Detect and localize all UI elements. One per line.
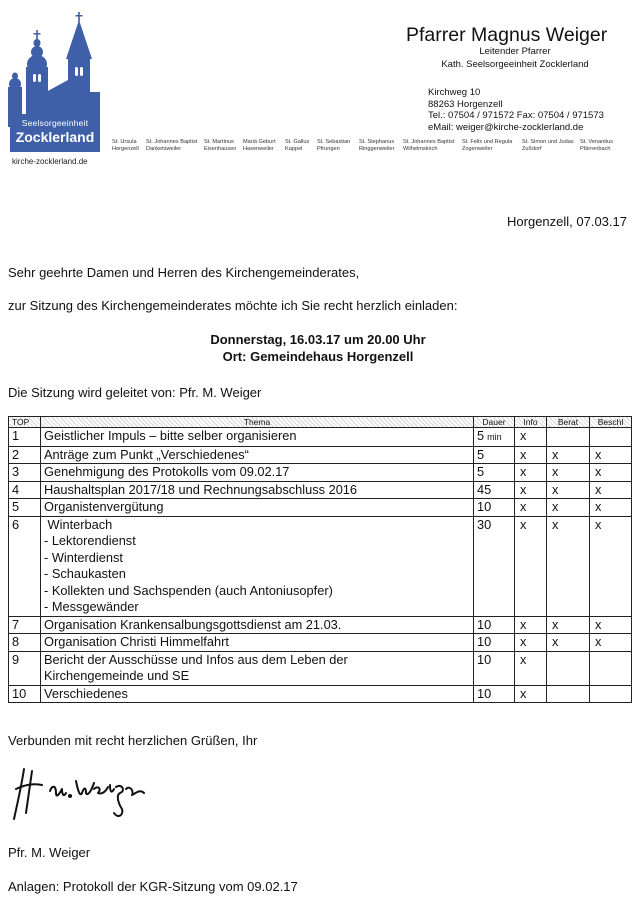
cell-info: x xyxy=(515,616,547,634)
cell-dauer xyxy=(474,446,515,464)
cell-beschl: x xyxy=(590,446,632,464)
duration-value: 5 xyxy=(477,428,485,443)
cell-topic xyxy=(41,516,474,616)
pastor-role: Leitender Pfarrer xyxy=(479,46,551,57)
cell-top: 5 xyxy=(9,499,41,517)
cell-info: x xyxy=(515,481,547,499)
logo-url: kirche-zocklerland.de xyxy=(12,157,88,166)
column-header-info: Info xyxy=(515,417,547,428)
cell-top: 4 xyxy=(9,481,41,499)
cell-topic xyxy=(41,446,474,464)
topic-text: Geistlicher Impuls – bitte selber organisieren xyxy=(44,428,297,443)
topic-text: Winterbach xyxy=(44,516,113,532)
table-row xyxy=(9,464,632,482)
topic-text: Verschiedenes xyxy=(44,685,128,701)
table-row xyxy=(9,685,632,703)
cell-berat: x xyxy=(547,616,590,634)
cell-dauer xyxy=(474,516,515,616)
parish-item: St. Johannes Baptist Wilhelmskirch xyxy=(403,139,455,152)
cell-berat: x xyxy=(547,446,590,464)
topic-subitem: - Winterdienst xyxy=(44,549,123,565)
duration-value: 10 xyxy=(477,685,492,701)
topic-subitem: - Lektorendienst xyxy=(44,533,136,548)
cell-beschl: x xyxy=(590,464,632,482)
topic-subitem: - Kollekten und Sachspenden (auch Antoniusopfer) xyxy=(44,582,333,598)
cell-beschl: x xyxy=(590,481,632,499)
duration-value: 45 xyxy=(477,481,492,497)
signer-name: Pfr. M. Weiger xyxy=(8,845,91,860)
column-header-top: TOP xyxy=(9,417,41,428)
cell-info: x xyxy=(515,685,547,703)
cell-dauer xyxy=(474,685,515,703)
topic-text: Genehmigung des Protokolls vom 09.02.17 xyxy=(44,464,290,479)
cell-beschl xyxy=(590,428,632,447)
parish-item: St. Sebastian Pfrungen xyxy=(317,139,351,152)
cell-info: x xyxy=(515,446,547,464)
column-header-thema: Thema xyxy=(41,417,474,428)
led-by: Die Sitzung wird geleitet von: Pfr. M. Weiger xyxy=(8,385,262,400)
meeting-date: Donnerstag, 16.03.17 um 20.00 Uhr xyxy=(210,332,426,347)
topic-subitem: - Messgewänder xyxy=(44,599,139,614)
topic-text: Organisation Christi Himmelfahrt xyxy=(44,634,229,649)
cell-beschl: x xyxy=(590,516,632,616)
table-row xyxy=(9,651,632,685)
cell-topic xyxy=(41,651,474,685)
duration-value: 5 xyxy=(477,464,485,479)
pastor-unit: Kath. Seelsorgeeinheit Zocklerland xyxy=(441,59,589,70)
topic-subitem: - Schaukasten xyxy=(44,566,126,581)
cell-info: x xyxy=(515,499,547,517)
parish-item: St. Ursula Horgenzell xyxy=(112,139,139,152)
topic-text: Haushaltsplan 2017/18 und Rechnungsabschluss 2016 xyxy=(44,481,358,497)
cell-dauer xyxy=(474,634,515,652)
parish-item: St. Felix und Regula Zogenweiler xyxy=(462,139,513,152)
attachment-note: Anlagen: Protokoll der KGR-Sitzung vom 09.02.17 xyxy=(8,879,298,894)
logo-text-line2: Zocklerland xyxy=(15,129,95,145)
place-date: Horgenzell, 07.03.17 xyxy=(507,214,627,229)
topic-text: Organisation Krankensalbungsgottsdienst am 21.03. xyxy=(44,616,342,632)
cell-berat: x xyxy=(547,464,590,482)
cell-info: x xyxy=(515,516,547,616)
parish-item: St. Martinus Eisenhausen xyxy=(204,139,237,152)
duration-unit: min xyxy=(487,432,502,442)
table-row xyxy=(9,516,632,616)
address-city: 88263 Horgenzell xyxy=(428,99,503,110)
table-row xyxy=(9,481,632,499)
parish-item: St. Stephanus Ringgenweiler xyxy=(359,139,395,152)
table-row xyxy=(9,616,632,634)
address-street: Kirchweg 10 xyxy=(428,87,481,98)
cell-berat xyxy=(547,651,590,685)
duration-value: 10 xyxy=(477,634,492,649)
cell-berat xyxy=(547,428,590,447)
cell-dauer xyxy=(474,428,515,447)
signature-image xyxy=(10,763,150,825)
column-header-beschl: Beschl xyxy=(590,417,632,428)
table-row xyxy=(9,428,632,447)
table-row xyxy=(9,446,632,464)
cell-topic xyxy=(41,685,474,703)
column-header-berat: Berat xyxy=(547,417,590,428)
cell-topic xyxy=(41,464,474,482)
logo-text-line1: Seelsorgeeinheit xyxy=(21,118,89,128)
cell-info: x xyxy=(515,428,547,447)
cell-beschl: x xyxy=(590,616,632,634)
cell-info: x xyxy=(515,651,547,685)
cell-top: 1 xyxy=(9,428,41,447)
cell-top: 3 xyxy=(9,464,41,482)
cell-dauer xyxy=(474,464,515,482)
cell-beschl: x xyxy=(590,499,632,517)
cell-berat: x xyxy=(547,516,590,616)
cell-topic xyxy=(41,634,474,652)
parish-item: St. Venantius Pfärrenbach xyxy=(580,139,613,152)
address-email: eMail: weiger@kirche-zocklerland.de xyxy=(428,122,584,133)
topic-text: Anträge zum Punkt „Verschiedenes“ xyxy=(44,446,249,462)
table-row xyxy=(9,634,632,652)
invitation-text: zur Sitzung des Kirchengemeinderates möchte ich Sie recht herzlich einladen: xyxy=(8,298,458,313)
cell-berat: x xyxy=(547,499,590,517)
cell-top: 6 xyxy=(9,516,41,616)
topic-text: Bericht der Ausschüsse und Infos aus dem Leben der xyxy=(44,651,348,667)
parish-item: St. Johannes Baptist Danketsweiler xyxy=(146,139,198,152)
cell-topic xyxy=(41,616,474,634)
cell-info: x xyxy=(515,464,547,482)
cell-dauer xyxy=(474,499,515,517)
cell-top: 8 xyxy=(9,634,41,652)
salutation: Sehr geehrte Damen und Herren des Kirchengemeinderates, xyxy=(8,265,360,280)
topic-text: Organistenvergütung xyxy=(44,499,164,514)
cell-beschl xyxy=(590,651,632,685)
cell-beschl: x xyxy=(590,634,632,652)
cell-berat: x xyxy=(547,634,590,652)
cell-topic xyxy=(41,428,474,447)
parish-item: Mariä Geburt Hasenweiler xyxy=(243,139,276,152)
cell-info: x xyxy=(515,634,547,652)
duration-value: 30 xyxy=(477,516,492,532)
duration-value: 10 xyxy=(477,616,492,632)
table-row xyxy=(9,499,632,517)
cell-top: 7 xyxy=(9,616,41,634)
cell-beschl xyxy=(590,685,632,703)
cell-top: 10 xyxy=(9,685,41,703)
agenda-table xyxy=(8,416,632,703)
column-header-dauer: Dauer xyxy=(474,417,515,428)
cell-topic xyxy=(41,481,474,499)
closing-text: Verbunden mit recht herzlichen Grüßen, Ihr xyxy=(8,733,258,748)
duration-value: 10 xyxy=(477,651,492,667)
parish-item: St. Gallus Kappel xyxy=(285,139,310,152)
table-header-row xyxy=(9,417,632,428)
cell-top: 2 xyxy=(9,446,41,464)
address-phone: Tel.: 07504 / 971572 Fax: 07504 / 971573 xyxy=(428,110,604,121)
cell-dauer xyxy=(474,616,515,634)
cell-dauer xyxy=(474,651,515,685)
topic-subitem: Kirchengemeinde und SE xyxy=(44,668,190,683)
duration-value: 10 xyxy=(477,499,492,514)
cell-top: 9 xyxy=(9,651,41,685)
duration-value: 5 xyxy=(477,446,485,462)
meeting-location: Ort: Gemeindehaus Horgenzell xyxy=(222,349,414,364)
pastor-name: Pfarrer Magnus Weiger xyxy=(406,24,608,46)
cell-berat: x xyxy=(547,481,590,499)
cell-topic xyxy=(41,499,474,517)
cell-dauer xyxy=(474,481,515,499)
parish-item: St. Simon und Judas Zußdorf xyxy=(522,139,574,152)
cell-berat xyxy=(547,685,590,703)
